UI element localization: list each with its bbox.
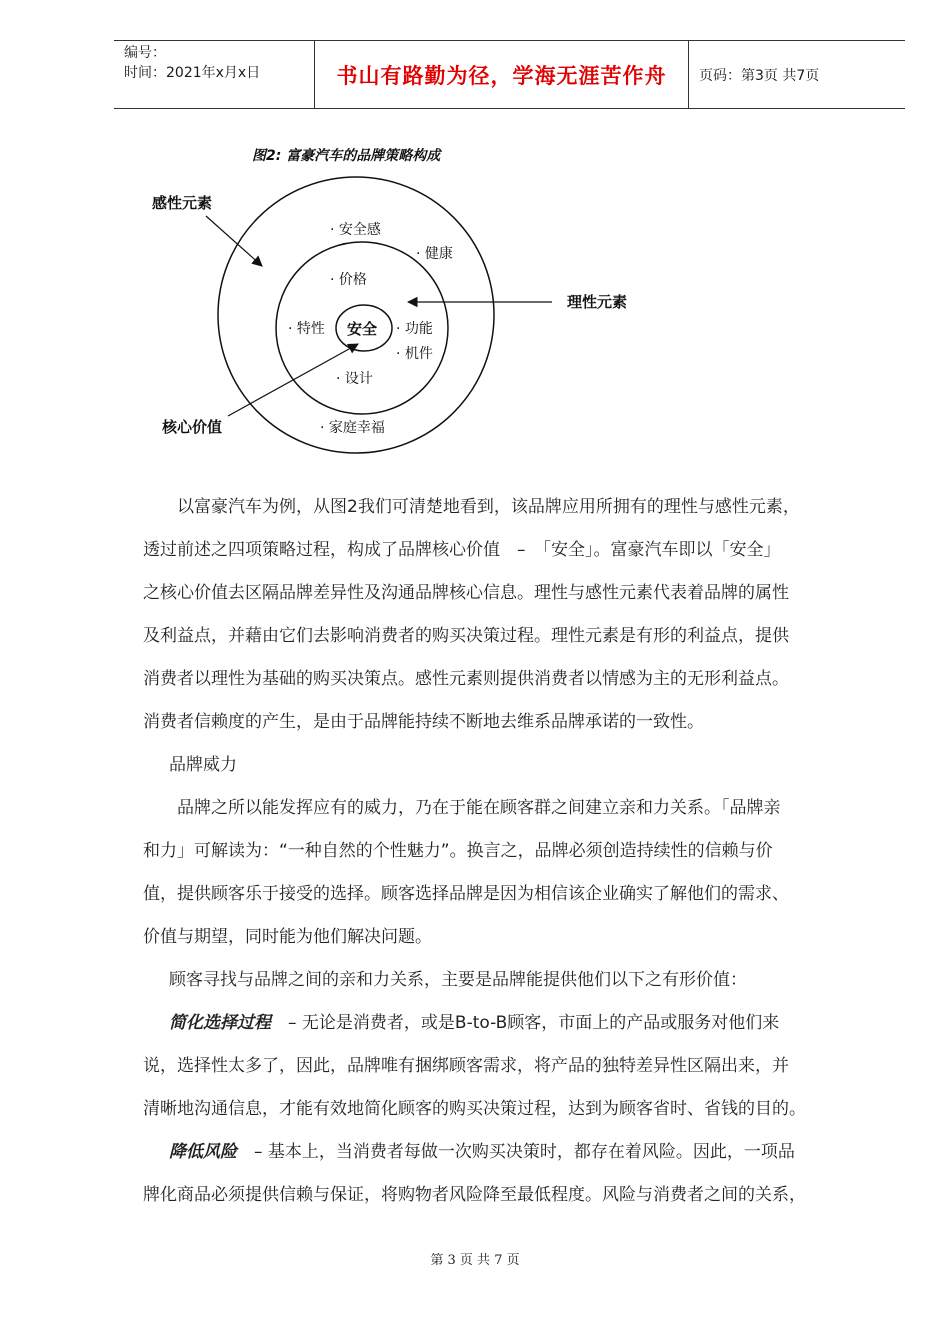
inner-item-price: · 价格 [330, 272, 367, 288]
outer-item-safety-feeling: · 安全感 [330, 222, 381, 238]
body-text [143, 486, 883, 1217]
paragraph-1-line: 之核心价值去区隔品牌差异性及沟通品牌核心信息。理性与感性元素代表着品牌的属性 [143, 583, 789, 603]
label-rational: 理性元素 [567, 293, 628, 311]
paragraph-2-line: 和力」可解读为：“一种自然的个性魅力”。换言之，品牌必须创造持续性的信赖与价 [143, 841, 773, 861]
paragraph-4-line: 说，选择性太多了，因此，品牌唯有捆绑顾客需求，将产品的独特差异性区隔出来，并 [143, 1056, 789, 1076]
paragraph-1-line: 透过前述之四项策略过程，构成了品牌核心价值 – 「安全」。富豪汽车即以「安全」 [143, 540, 781, 560]
inner-item-feature: · 特性 [288, 321, 325, 337]
paragraph-3: 顾客寻找与品牌之间的亲和力关系，主要是品牌能提供他们以下之有形价值： [169, 970, 747, 990]
label-core: 核心价值 [162, 418, 223, 436]
brand-strategy-diagram [140, 140, 660, 460]
paragraph-2-line: 值，提供顾客乐于接受的选择。顾客选择品牌是因为相信该企业确实了解他们的需求、 [143, 884, 789, 904]
paragraph-4-line: 清晰地沟通信息，才能有效地简化顾客的购买决策过程，达到为顾客省时、省钱的目的。 [143, 1099, 806, 1119]
time-label: 时间：2021年x月x日 [124, 65, 261, 81]
label-emotional: 感性元素 [152, 194, 213, 212]
paragraph-1-line: 消费者以理性为基础的购买决策点。感性元素则提供消费者以情感为主的无形利益点。 [143, 669, 789, 689]
term-reduce-risk: 降低风险 [169, 1142, 237, 1162]
inner-item-mechanism: · 机件 [396, 346, 433, 362]
outer-item-family: · 家庭幸福 [320, 420, 385, 436]
outer-item-health: · 健康 [416, 246, 453, 262]
header-table [114, 40, 905, 109]
inner-item-design: · 设计 [336, 371, 373, 387]
section-title: 品牌威力 [169, 755, 237, 775]
paragraph-2-line: 品牌之所以能发挥应有的威力，乃在于能在顾客群之间建立亲和力关系。「品牌亲 [177, 798, 781, 818]
header-meta [114, 41, 315, 108]
number-label: 编号： [124, 45, 166, 61]
paragraph-1-line: 以富豪汽车为例，从图2我们可清楚地看到，该品牌应用所拥有的理性与感性元素， [177, 497, 800, 517]
page-footer: 第 3 页 共 7 页 [430, 1253, 520, 1268]
motto: 书山有路勤为径，学海无涯苦作舟 [315, 41, 689, 108]
paragraph-5-line: 牌化商品必须提供信赖与保证，将购物者风险降至最低程度。风险与消费者之间的关系， [143, 1185, 806, 1205]
inner-item-function: · 功能 [396, 321, 433, 337]
term-simplify: 简化选择过程 [169, 1013, 271, 1033]
outer-circle [218, 177, 494, 453]
paragraph-5-first-text: – 基本上，当消费者每做一次购买决策时，都存在着风险。因此，一项品 [237, 1142, 795, 1162]
core-word: 安全 [347, 320, 378, 338]
diagram-title: 图2: 富豪汽车的品牌策略构成 [252, 148, 441, 164]
paragraph-4-first-text: – 无论是消费者，或是B-to-B顾客，市面上的产品或服务对他们来 [271, 1013, 780, 1033]
paragraph-2-line: 价值与期望，同时能为他们解决问题。 [143, 927, 432, 947]
paragraph-1-line: 及利益点，并藉由它们去影响消费者的购买决策过程。理性元素是有形的利益点，提供 [143, 626, 789, 646]
paragraph-1-line: 消费者信赖度的产生，是由于品牌能持续不断地去维系品牌承诺的一致性。 [143, 712, 704, 732]
paragraph-4-first [143, 1002, 883, 1045]
paragraph-5-first [143, 1131, 883, 1174]
page-label: 页码：第3页 共7页 [699, 67, 820, 84]
